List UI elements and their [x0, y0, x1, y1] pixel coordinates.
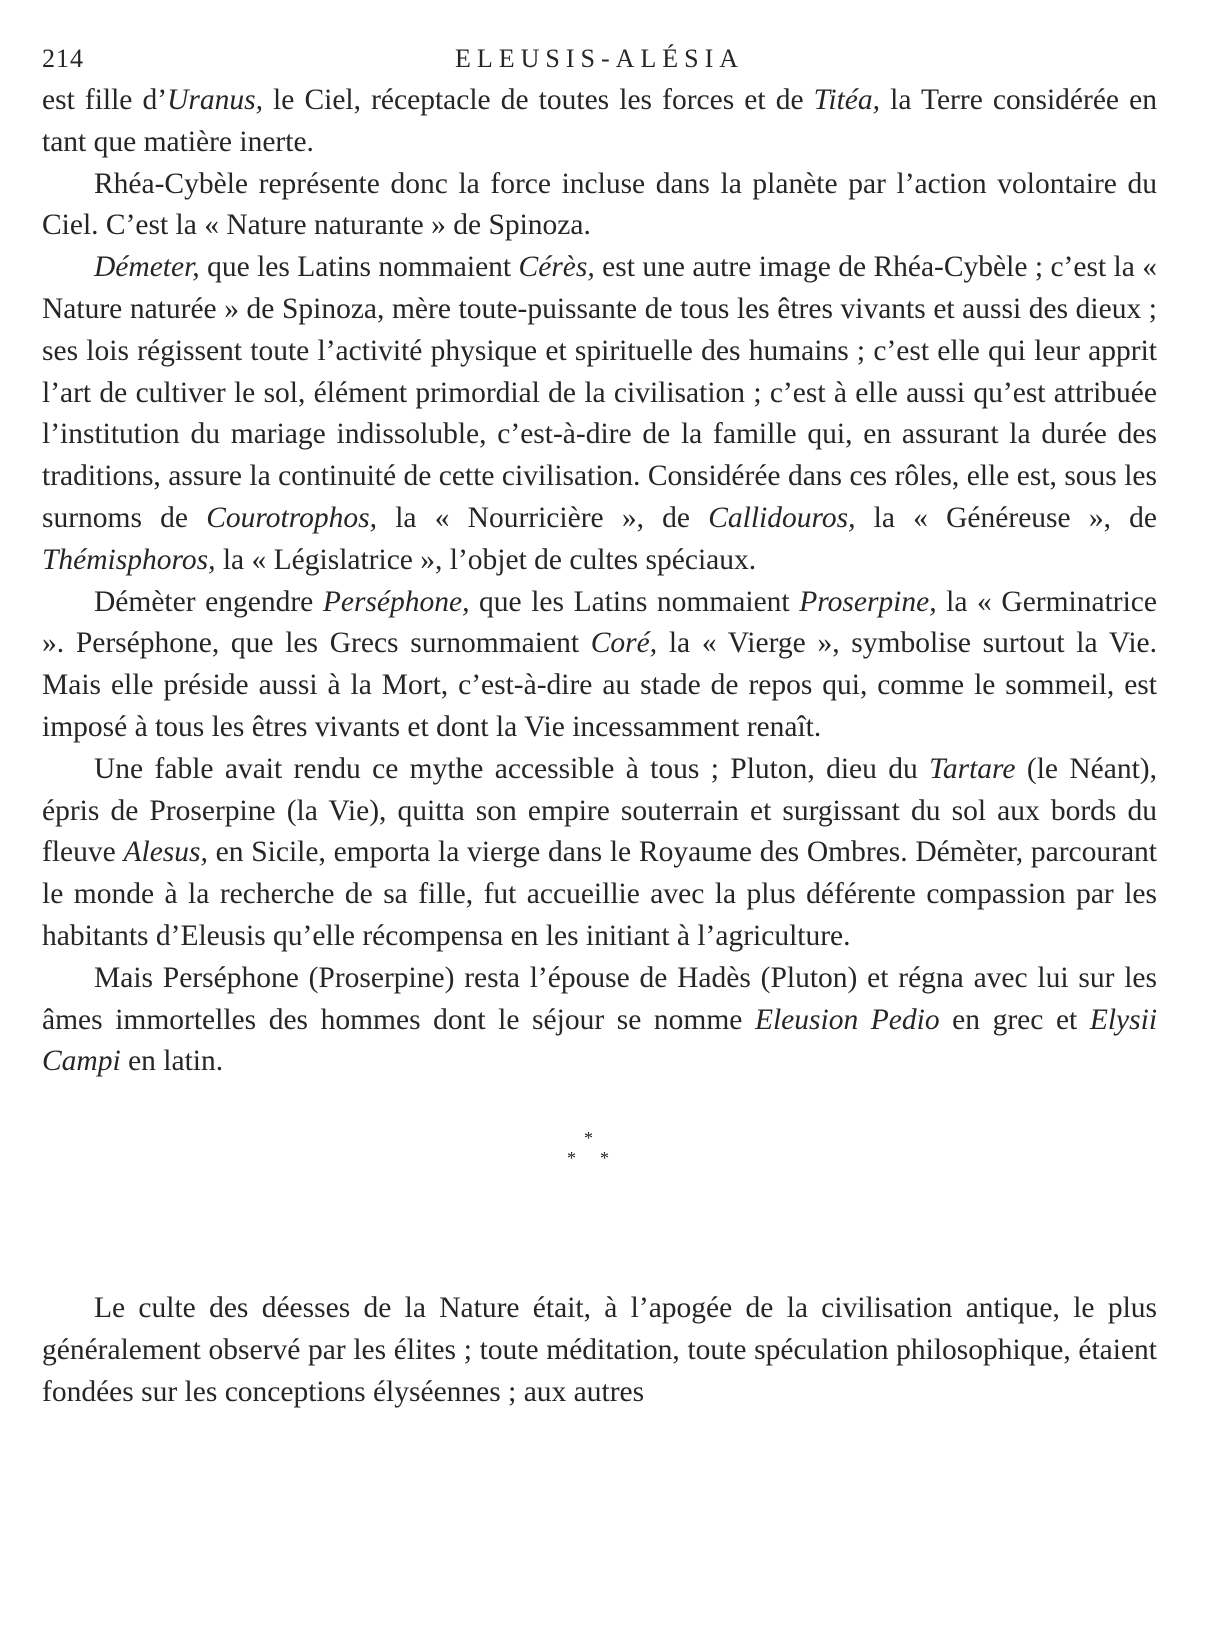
italic-term: Perséphone, — [322, 585, 470, 618]
book-page — [42, 38, 1157, 1414]
running-title: ELEUSIS-ALÉSIA — [454, 44, 745, 73]
italic-term: Titéa, — [813, 84, 881, 116]
italic-term: Tartare — [929, 752, 1016, 785]
text-run: Démèter engendre — [94, 585, 323, 618]
text-run: la Terre considérée en tant que matière inerte. — [42, 84, 1157, 158]
text-run: le Ciel, réceptacle de toutes les forces et de — [262, 84, 814, 116]
text-run: la « Vierge », symbolise surtout la Vie. Mais elle préside aussi à la Mort, c’est-à-dire au stade de repos qui, comme le sommeil, est imposé à tous les êtres vivants et dont la Vie incessamment renaît. — [42, 627, 1157, 743]
text-run: est une autre image de Rhéa-Cybèle ; c’est la « Nature naturée » de Spinoza, mère toute-puissante de tous les êtres vivants et aussi des dieux ; ses lois régissent toute l’activité physique et spirituelle des humains ; c’est elle qui leur apprit l’art de cultiver le sol, élément primordial de la civilisation ; c’est à elle aussi qu’est attribuée l’institution du mariage indissoluble, c’est-à-dire de la famille qui, en assurant la durée des traditions, assure la continuité de cette civilisation. Considérée dans ces rôles, elle est, sous les surnoms de — [42, 251, 1157, 534]
text-run: en latin. — [120, 1045, 224, 1078]
body-text — [42, 80, 1157, 1083]
paragraph — [42, 749, 1157, 958]
section-separator — [42, 1083, 1157, 1288]
text-run: la « Généreuse », de — [855, 501, 1157, 534]
paragraph — [42, 247, 1157, 581]
italic-term: Alesus, — [123, 836, 208, 869]
body-text-continued — [42, 1288, 1157, 1413]
text-run: la « Nourricière », de — [377, 501, 709, 534]
text-run: la « Législatrice », l’objet de cultes spéciaux. — [215, 543, 757, 576]
text-run: Mais Perséphone (Proserpine) resta l’épouse de Hadès (Pluton) et régna avec lui sur les âmes immortelles des hommes dont le séjour se nomme — [42, 961, 1157, 1036]
italic-term: Courotrophos, — [206, 501, 377, 534]
paragraph — [42, 958, 1157, 1083]
italic-term: Uranus, — [167, 84, 263, 116]
text-run: en Sicile, emporta la vierge dans le Royaume des Ombres. Démèter, parcourant le monde à la recherche de sa fille, fut accueillie avec la plus déférente compassion par les habitants d’Eleusis qu’elle récompensa en les initiant à l’agriculture. — [42, 836, 1157, 952]
page-number: 214 — [42, 44, 84, 73]
text-run: est fille d’ — [42, 84, 168, 116]
page-header — [42, 38, 1157, 80]
text-run: la « Germinatrice ». Perséphone, que les Grecs surnommaient — [42, 585, 1157, 660]
italic-term: Proserpine, — [799, 585, 937, 618]
text-run: en grec et — [939, 1003, 1090, 1036]
paragraph — [42, 582, 1157, 749]
text-run: Une fable avait rendu ce mythe accessible à tous ; Pluton, dieu du — [94, 752, 930, 785]
text-run: que les Latins nommaient — [469, 585, 800, 618]
italic-term: Elysii Campi — [42, 1003, 1158, 1078]
paragraph — [42, 164, 1157, 248]
asterisk-ornament: * — [600, 1148, 609, 1169]
italic-term: Eleusion Pedio — [754, 1003, 940, 1036]
text-run: (le Néant), épris de Proserpine (la Vie), quitta son empire souterrain et surgissant du sol aux bords du fleuve — [42, 752, 1157, 869]
italic-term: Callidouros, — [708, 501, 856, 534]
asterisk-ornament: * — [567, 1148, 576, 1169]
paragraph — [42, 80, 1157, 164]
italic-term: Thémisphoros, — [42, 543, 216, 576]
text-run: Le culte des déesses de la Nature était, à l’apogée de la civilisation antique, le plus généralement observé par les élites ; toute méditation, toute spéculation philosophique, étaient fondées sur les conceptions élyséennes ; aux autres — [42, 1292, 1157, 1408]
italic-term: Cérès, — [518, 251, 595, 284]
paragraph — [42, 1288, 1157, 1413]
asterisk-ornament: * — [584, 1128, 593, 1149]
text-run: Rhéa-Cybèle représente donc la force incluse dans la planète par l’action volontaire du Ciel. C’est la « Nature naturante » de Spinoza. — [42, 167, 1157, 242]
text-run: que les Latins nommaient — [199, 251, 519, 284]
italic-term: Démeter, — [94, 251, 200, 284]
italic-term: Coré, — [590, 627, 658, 660]
